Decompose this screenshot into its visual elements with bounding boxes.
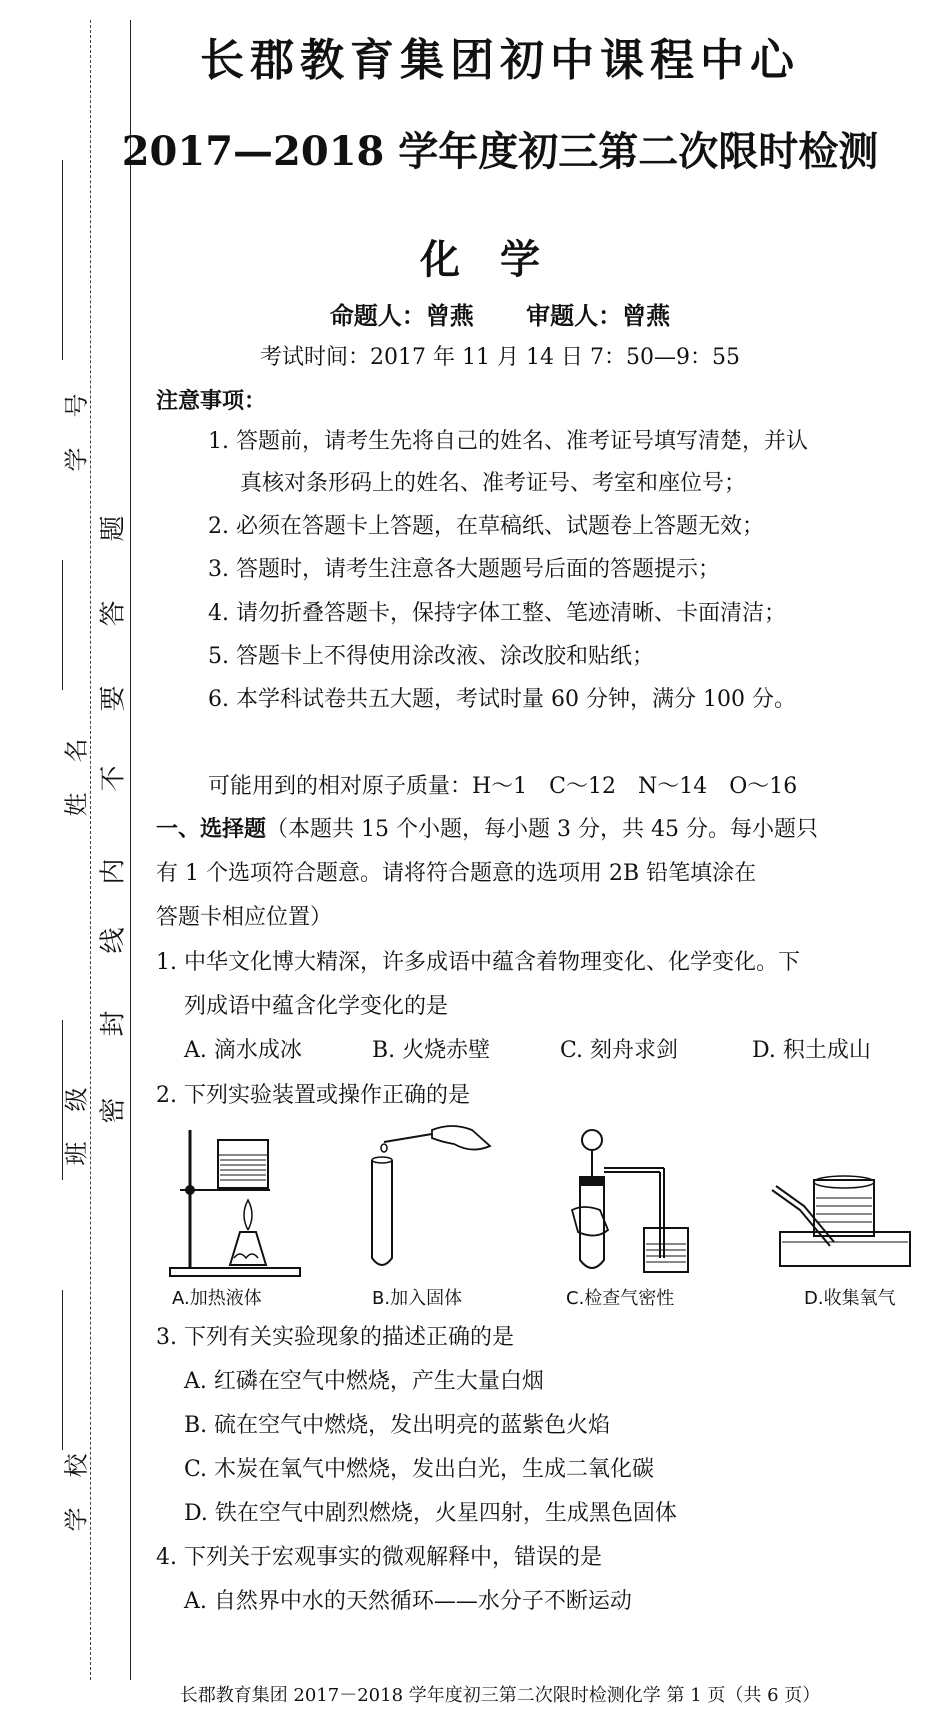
name-blank[interactable] — [62, 560, 63, 690]
author: 命题人：曾燕 — [329, 302, 474, 330]
q1-stem: 1. 中华文化博大精深，许多成语中蕴含着物理变化、化学变化。下 — [156, 950, 800, 975]
figure-a-caption: A.加热液体 — [172, 1288, 262, 1309]
figure-heating-liquid — [160, 1120, 310, 1280]
seal-char: 密 — [98, 1097, 129, 1124]
q1-option-d: D. 积土成山 — [752, 1038, 871, 1063]
q1-stem: 列成语中蕴含化学变化的是 — [184, 994, 449, 1019]
q1-option-b: B. 火烧赤壁 — [372, 1038, 491, 1063]
q1-option-c: C. 刻舟求剑 — [560, 1038, 679, 1063]
q2-stem: 2. 下列实验装置或操作正确的是 — [156, 1083, 470, 1108]
student-id-label: 学号 — [62, 363, 91, 472]
q3-option-d: D. 铁在空气中剧烈燃烧，火星四射，生成黑色固体 — [184, 1501, 677, 1526]
notice-item: 2. 必须在答题卡上答题，在草稿纸、试题卷上答题无效； — [208, 514, 764, 539]
q3-option-b: B. 硫在空气中燃烧，发出明亮的蓝紫色火焰 — [184, 1413, 611, 1438]
author-line — [0, 296, 950, 331]
school-label: 学校 — [62, 1423, 91, 1532]
notice-heading: 注意事项： — [156, 389, 267, 414]
figure-airtightness — [560, 1120, 720, 1280]
seal-char: 不 — [98, 765, 129, 792]
section-1-title: 一、选择题 — [156, 817, 267, 842]
notice-item: 4. 请勿折叠答题卡，保持字体工整、笔迹清晰、卡面清洁； — [208, 601, 786, 626]
figure-b-caption: B.加入固体 — [372, 1288, 463, 1309]
seal-char: 要 — [98, 685, 129, 712]
section-1-desc: 有 1 个选项符合题意。请将符合题意的选项用 2B 铅笔填涂在 — [156, 861, 757, 886]
figure-adding-solid — [362, 1120, 502, 1280]
section-1-desc: 答题卡相应位置） — [156, 905, 333, 930]
notice-item: 5. 答题卡上不得使用涂改液、涂改胶和贴纸； — [208, 644, 654, 669]
exam-title: 2017—2018 学年度初三第二次限时检测 — [121, 128, 879, 175]
seal-char: 内 — [98, 858, 129, 885]
subject-title: 化学 — [420, 236, 580, 283]
exam-time: 考试时间：2017 年 11 月 14 日 7：50—9：55 — [260, 345, 740, 370]
atomic-masses: 可能用到的相对原子质量：H～1 C～12 N～14 O～16 — [208, 774, 798, 799]
q3-stem: 3. 下列有关实验现象的描述正确的是 — [156, 1325, 514, 1350]
notice-item: 真核对条形码上的姓名、准考证号、考室和座位号； — [240, 471, 747, 496]
class-label: 班级 — [62, 1057, 91, 1166]
q4-stem: 4. 下列关于宏观事实的微观解释中，错误的是 — [156, 1545, 602, 1570]
notice-item: 3. 答题时，请考生注意各大题题号后面的答题提示； — [208, 557, 720, 582]
section-1-desc: （本题共 15 个小题，每小题 3 分，共 45 分。每小题只 — [266, 817, 818, 842]
page-footer: 长郡教育集团 2017－2018 学年度初三第二次限时检测化学 第 1 页（共 6 页） — [179, 1685, 821, 1706]
q4-option-a: A. 自然界中水的天然循环——水分子不断运动 — [184, 1589, 632, 1614]
seal-char: 答 — [98, 600, 129, 627]
q3-option-c: C. 木炭在氧气中燃烧，发出白光，生成二氧化碳 — [184, 1457, 655, 1482]
institution-title: 长郡教育集团初中课程中心 — [200, 35, 800, 86]
seal-char: 封 — [98, 1010, 129, 1037]
notice-item: 1. 答题前，请考生先将自己的姓名、准考证号填写清楚，并认 — [208, 429, 808, 454]
seal-char: 线 — [98, 927, 129, 954]
figure-c-caption: C.检查气密性 — [566, 1288, 675, 1309]
notice-item: 6. 本学科试卷共五大题，考试时量 60 分钟，满分 100 分。 — [208, 687, 796, 712]
q3-option-a: A. 红磷在空气中燃烧，产生大量白烟 — [184, 1369, 544, 1394]
reviewer: 审题人：曾燕 — [526, 302, 671, 330]
seal-char: 题 — [98, 515, 129, 542]
q1-option-a: A. 滴水成冰 — [184, 1038, 302, 1063]
figure-collect-oxygen — [770, 1120, 920, 1280]
section-1-line-1 — [156, 812, 818, 843]
name-label: 姓名 — [62, 708, 91, 817]
figure-d-caption: D.收集氧气 — [804, 1288, 896, 1309]
